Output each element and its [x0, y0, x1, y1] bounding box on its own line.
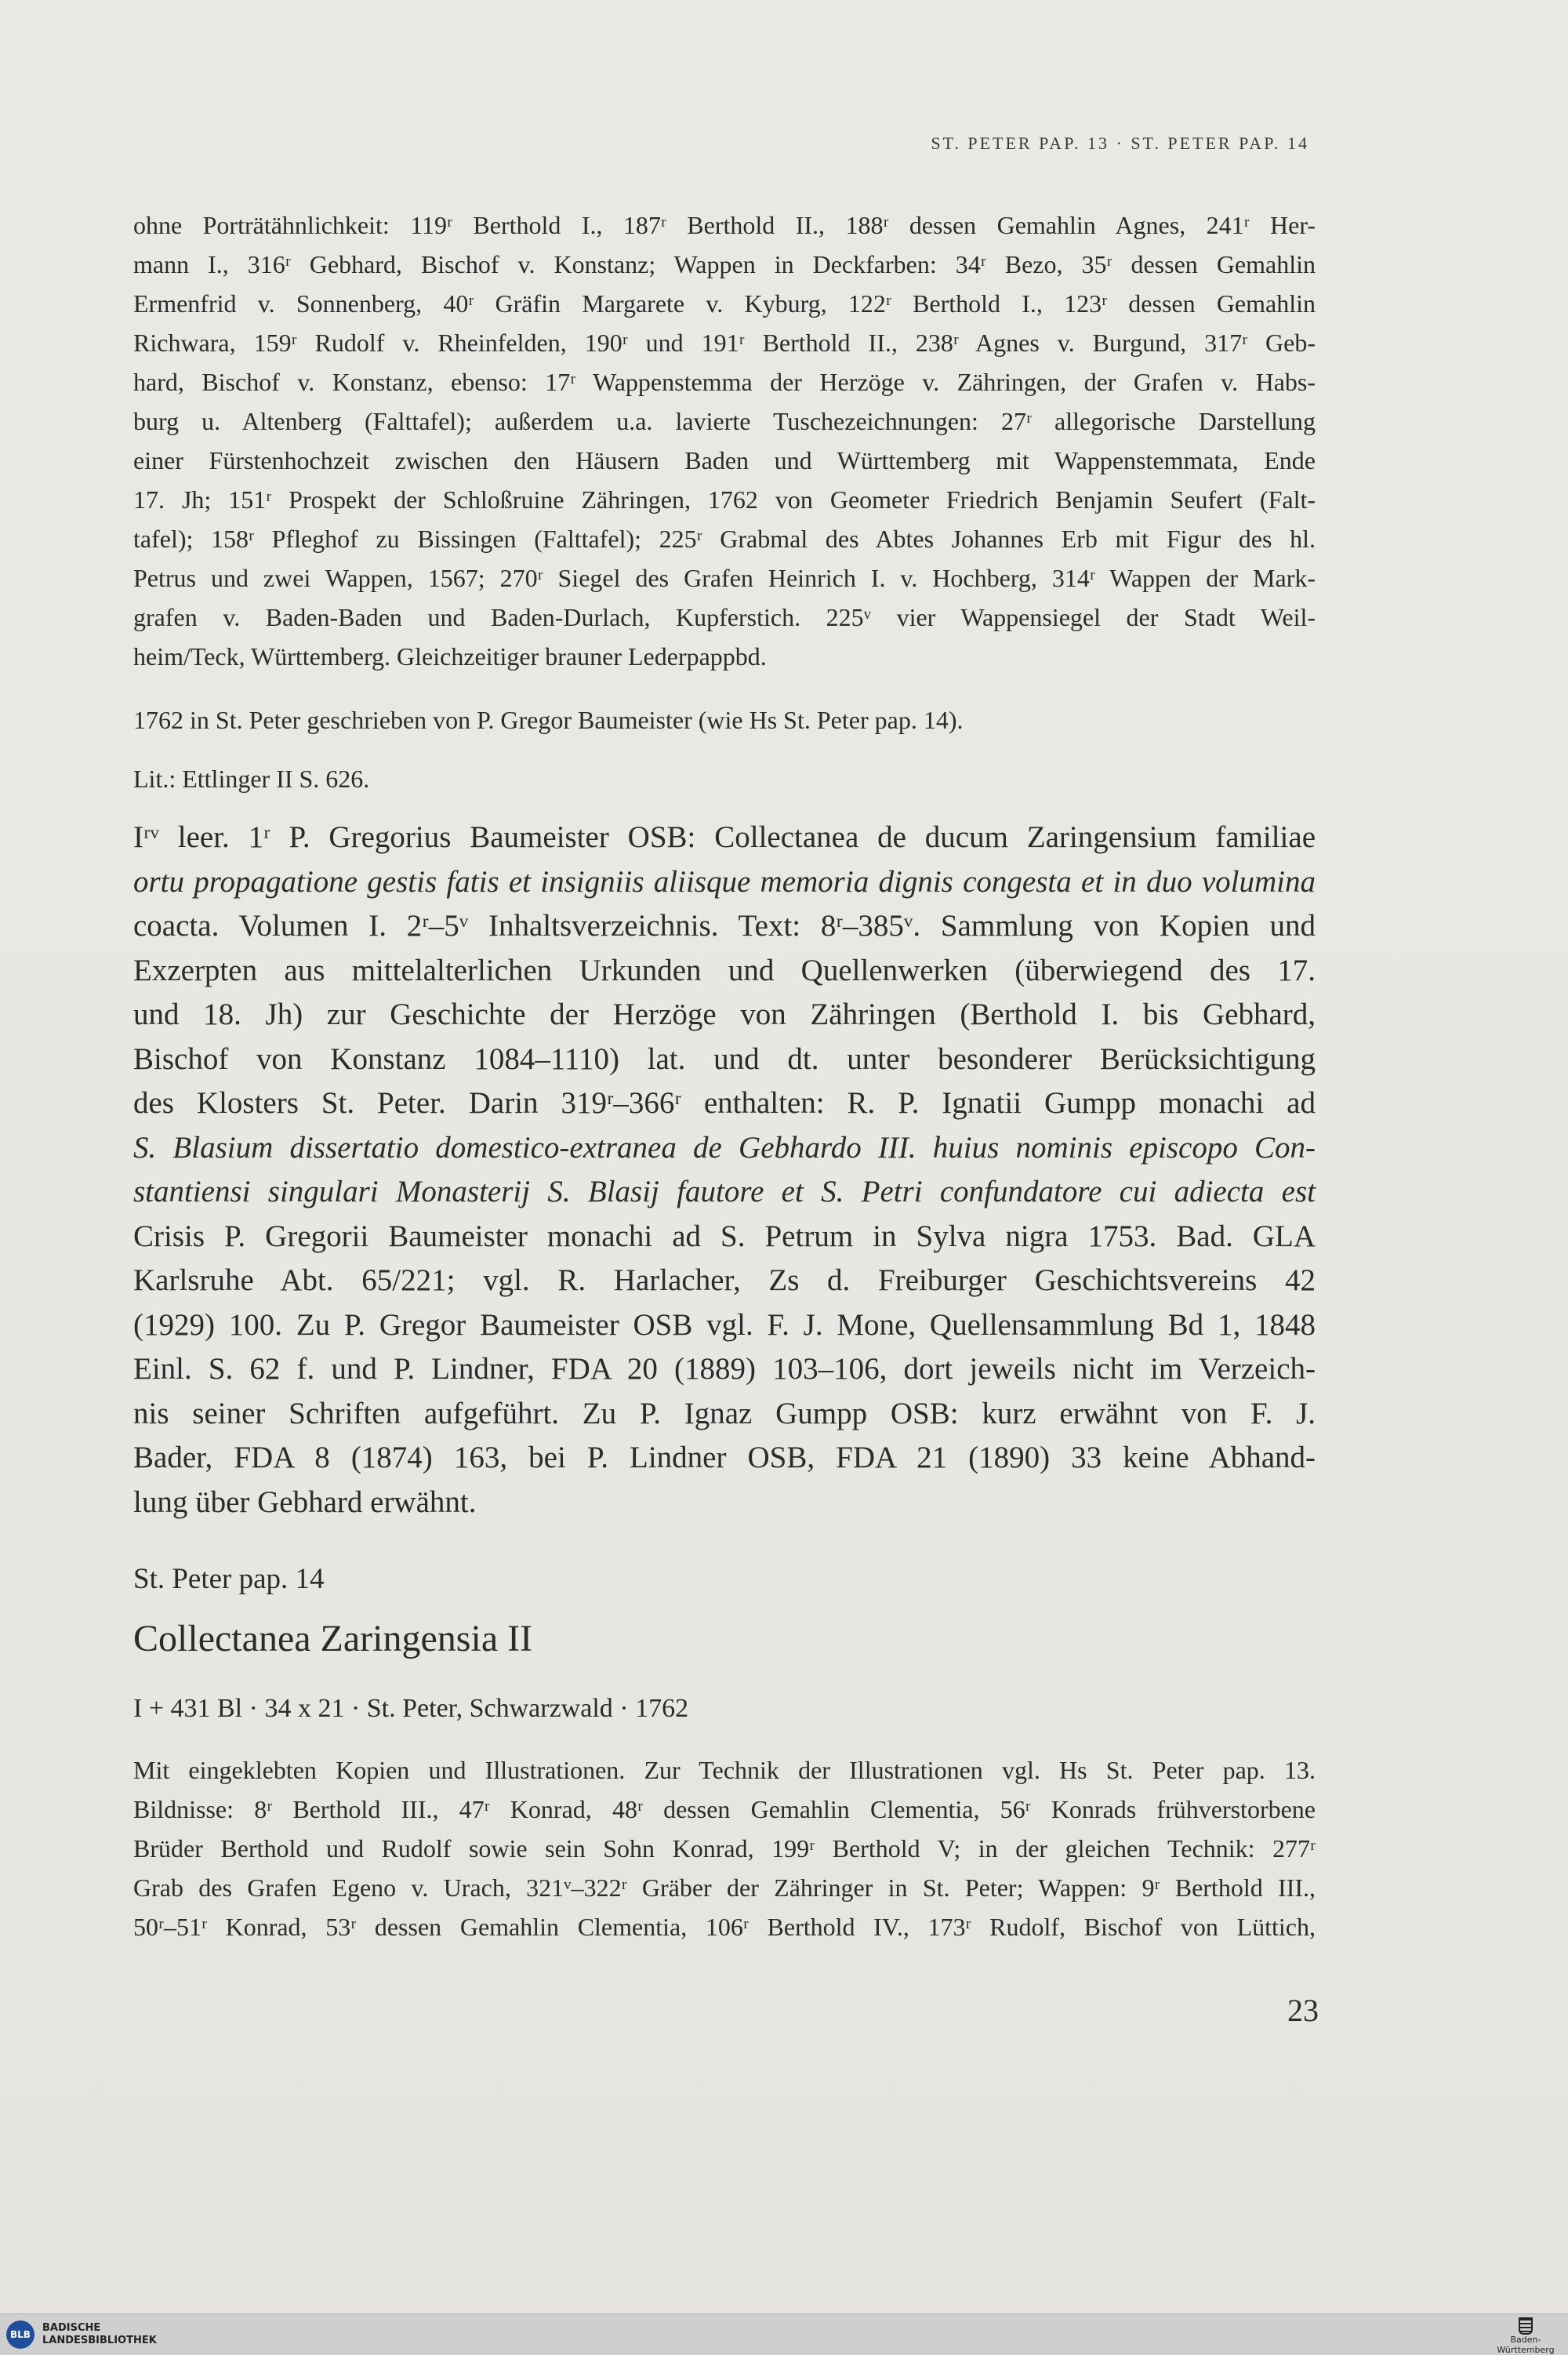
text-line: coacta. Volumen I. 2ʳ–5ᵛ Inhaltsverzeichnis. Text: 8ʳ–385ᵛ. Sammlung von Kopien und: [133, 909, 1316, 943]
text-line: burg u. Altenberg (Falttafel); außerdem u.a. lavierte Tuschezeichnungen: 27ʳ allegorische Darstellung: [133, 407, 1316, 435]
origin-line: 1762 in St. Peter geschrieben von P. Gregor Baumeister (wie Hs St. Peter pap. 14).: [133, 706, 964, 734]
text-line: 17. Jh; 151ʳ Prospekt der Schloßruine Zähringen, 1762 von Geometer Friedrich Benjamin Seufert (Falt-: [133, 485, 1316, 514]
text-line: mann I., 316ʳ Gebhard, Bischof v. Konstanz; Wappen in Deckfarben: 34ʳ Bezo, 35ʳ dessen Gemahlin: [133, 250, 1316, 278]
text-line: Grab des Grafen Egeno v. Urach, 321ᵛ–322ʳ Gräber der Zähringer in St. Peter; Wappen: 9ʳ Berthold III.,: [133, 1873, 1316, 1902]
content-description: [133, 816, 1316, 1525]
manuscript-meta-text: I + 431 Bl · 34 x 21 · St. Peter, Schwarzwald · 1762: [133, 1694, 689, 1723]
text-line: Richwara, 159ʳ Rudolf v. Rheinfelden, 190ʳ und 191ʳ Berthold II., 238ʳ Agnes v. Burgund, 317ʳ Geb-: [133, 329, 1316, 357]
text-line: Petrus und zwei Wappen, 1567; 270ʳ Siegel des Grafen Heinrich I. v. Hochberg, 314ʳ Wappen der Mark-: [133, 564, 1316, 592]
text-line: 50ʳ–51ʳ Konrad, 53ʳ dessen Gemahlin Clementia, 106ʳ Berthold IV., 173ʳ Rudolf, Bischof von Lüttich,: [133, 1913, 1316, 1941]
running-head: ST. PETER PAP. 13 · ST. PETER PAP. 14: [931, 133, 1309, 153]
literature-line: Lit.: Ettlinger II S. 626.: [133, 765, 370, 793]
library-name: BADISCHE LANDESBIBLIOTHEK: [42, 2322, 157, 2346]
blb-logo-icon[interactable]: BLB: [6, 2320, 34, 2349]
text-line: ohne Porträtähnlichkeit: 119ʳ Berthold I., 187ʳ Berthold II., 188ʳ dessen Gemahlin Agnes, 241ʳ Her-: [133, 211, 1316, 239]
description-block-2: [133, 1750, 1316, 1946]
baden-wuerttemberg-label: Baden-Württemberg: [1497, 2335, 1555, 2355]
text-line: Bischof von Konstanz 1084–1110) lat. und dt. unter besonderer Berücksichtigung: [133, 1041, 1316, 1076]
baden-wuerttemberg-logo[interactable]: [1494, 2317, 1557, 2355]
manuscript-meta: [133, 1694, 1316, 1724]
text-line: Ermenfrid v. Sonnenberg, 40ʳ Gräfin Margarete v. Kyburg, 122ʳ Berthold I., 123ʳ dessen Gemahlin: [133, 289, 1316, 318]
text-line: Bader, FDA 8 (1874) 163, bei P. Lindner OSB, FDA 21 (1890) 33 keine Abhand-: [133, 1441, 1316, 1474]
text-line: S. Blasium dissertatio domestico-extranea de Gebhardo III. huius nominis episcopo Con-: [133, 1130, 1316, 1165]
text-line: Exzerpten aus mittelalterlichen Urkunden und Quellenwerken (überwiegend des 17.: [133, 953, 1316, 987]
text-line: lung über Gebhard erwähnt.: [133, 1485, 477, 1519]
manuscript-title: [133, 1617, 1316, 1660]
text-line: Iʳᵛ leer. 1ʳ P. Gregorius Baumeister OSB: Collectanea de ducum Zaringensium familiae: [133, 820, 1316, 854]
text-line: nis seiner Schriften aufgeführt. Zu P. Ignaz Gumpp OSB: kurz erwähnt von F. J.: [133, 1396, 1316, 1430]
text-line: einer Fürstenhochzeit zwischen den Häusern Baden und Württemberg mit Wappenstemmata, Ende: [133, 446, 1316, 474]
text-line: Bildnisse: 8ʳ Berthold III., 47ʳ Konrad, 48ʳ dessen Gemahlin Clementia, 56ʳ Konrads frühverstorbene: [133, 1795, 1316, 1823]
text-line: (1929) 100. Zu P. Gregor Baumeister OSB vgl. F. J. Mone, Quellensammlung Bd 1, 1848: [133, 1307, 1316, 1342]
text-line: Karlsruhe Abt. 65/221; vgl. R. Harlacher, Zs d. Freiburger Geschichtsvereins 42: [133, 1263, 1316, 1297]
origin-note: [133, 700, 1316, 740]
shelfmark: [133, 1562, 1316, 1596]
text-line: und 18. Jh) zur Geschichte der Herzöge von Zähringen (Berthold I. bis Gebhard,: [133, 998, 1316, 1031]
text-line: des Klosters St. Peter. Darin 319ʳ–366ʳ enthalten: R. P. Ignatii Gumpp monachi ad: [133, 1086, 1316, 1120]
shelfmark-text: St. Peter pap. 14: [133, 1563, 325, 1595]
page-number: 23: [1287, 1993, 1319, 2028]
text-line: tafel); 158ʳ Pfleghof zu Bissingen (Falttafel); 225ʳ Grabmal des Abtes Johannes Erb mit Figur des hl.: [133, 525, 1316, 553]
viewer-footer: [0, 2313, 1568, 2355]
text-line: hard, Bischof v. Konstanz, ebenso: 17ʳ Wappenstemma der Herzöge v. Zähringen, der Grafen v. Habs-: [133, 368, 1316, 396]
text-line: Mit eingeklebten Kopien und Illustrationen. Zur Technik der Illustrationen vgl. Hs St. Peter pap. 13.: [133, 1756, 1316, 1784]
coat-of-arms-icon: [1519, 2317, 1533, 2335]
text-line: Crisis P. Gregorii Baumeister monachi ad S. Petrum in Sylva nigra 1753. Bad. GLA: [133, 1219, 1316, 1253]
text-line: stantiensi singulari Monasterij S. Blasij fautore et S. Petri confundatore cui adiecta est: [133, 1175, 1316, 1208]
manuscript-title-text: Collectanea Zaringensia II: [133, 1618, 533, 1659]
text-line: Einl. S. 62 f. und P. Lindner, FDA 20 (1889) 103–106, dort jeweils nicht im Verzeich-: [133, 1352, 1316, 1386]
text-line: heim/Teck, Württemberg. Gleichzeitiger brauner Lederpappbd.: [133, 642, 767, 671]
text-line: ortu propagatione gestis fatis et insigniis aliisque memoria dignis congesta et in duo volumina: [133, 864, 1316, 899]
text-line: grafen v. Baden-Baden und Baden-Durlach, Kupferstich. 225ᵛ vier Wappensiegel der Stadt Weil-: [133, 603, 1316, 631]
text-line: Brüder Berthold und Rudolf sowie sein Sohn Konrad, 199ʳ Berthold V; in der gleichen Technik: 277ʳ: [133, 1834, 1316, 1863]
literature-note: [133, 759, 1316, 798]
description-block-1: [133, 205, 1316, 676]
